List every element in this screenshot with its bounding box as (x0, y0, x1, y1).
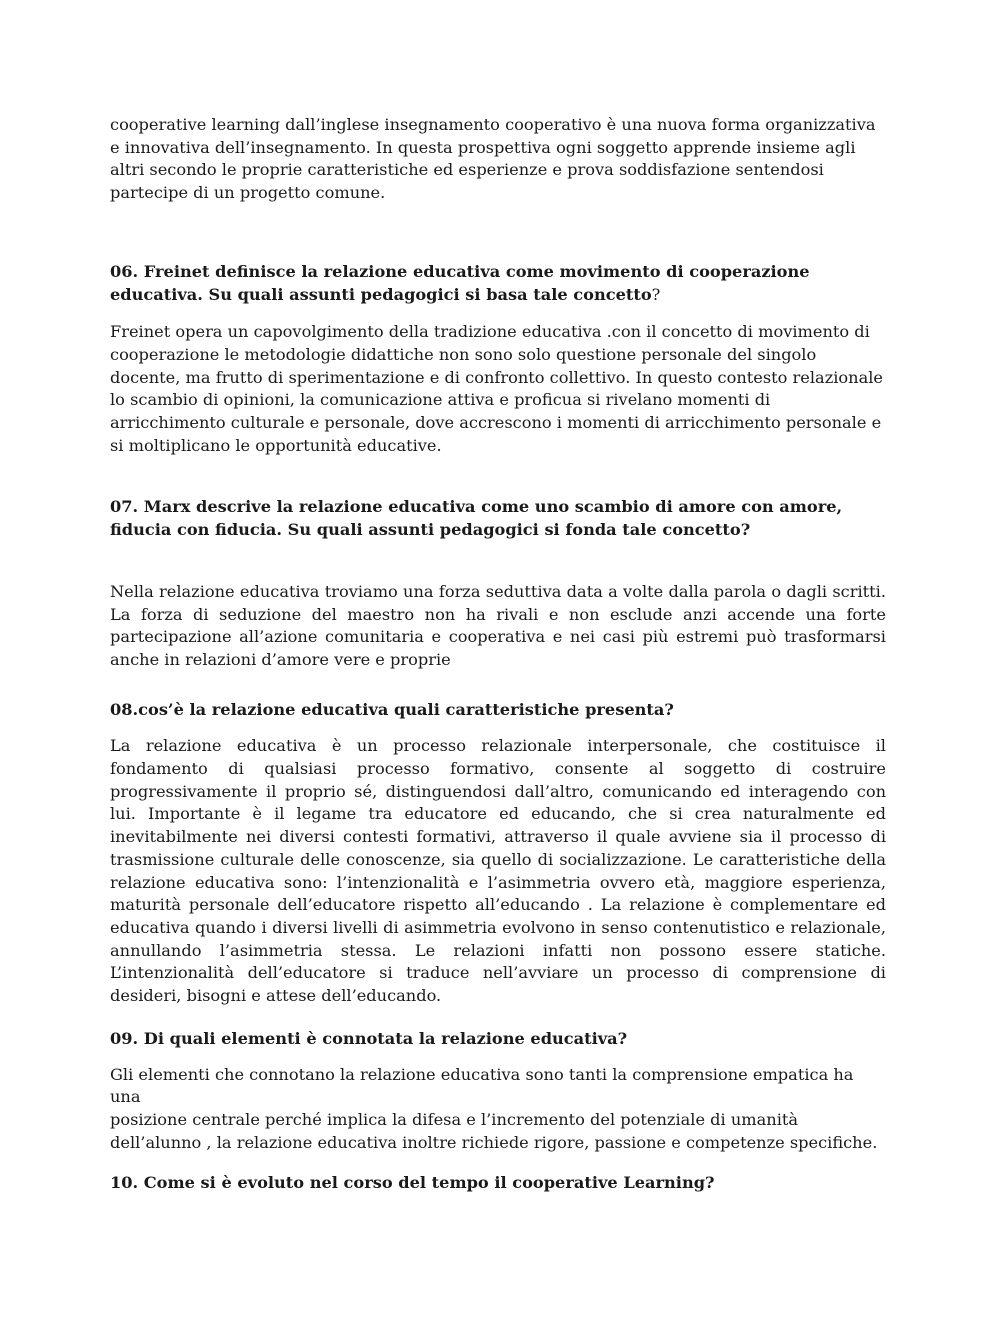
spacer (110, 457, 886, 496)
answer-08: La relazione educativa è un processo relazionale interpersonale, che costituisce il fondamento di qualsiasi processo formativo, consente al soggetto di costruire progressivamente il proprio sé, distinguendosi dall’altro, comunicando ed interagendo con lui. Importante è il legame tra educatore ed educando, che si crea naturalmente ed inevitabilmente nei diversi contesti formativi, attraverso il quale avviene sia il processo di trasmissione culturale delle conoscenze, sia quello di socializzazione. Le caratteristiche della relazione educativa sono: l’intenzionalità e l’asimmetria ovvero età, maggiore esperienza, maturità personale dell’educatore rispetto all’educando . La relazione è complementare ed educativa quando i diversi livelli di asimmetria evolvono in senso contenutistico e relazionale, annullando l’asimmetria stessa. Le relazioni infatti non possono essere statiche. L’intenzionalità dell’educatore si traduce nell’avviare un processo di comprensione di desideri, bisogni e attese dell’educando. (110, 736, 886, 1006)
question-09: 09. Di quali elementi è connotata la relazione educativa? (110, 1028, 628, 1048)
question-10: 10. Come si è evoluto nel corso del tempo il cooperative Learning? (110, 1173, 715, 1193)
answer-07: Nella relazione educativa troviamo una forza seduttiva data a volte dalla parola o dagli scritti. La forza di seduzione del maestro non ha rivali e non esclude anzi accende una forte partecipazione all’azione comunitaria e cooperativa e nei casi più estremi può trasformarsi anche in relazioni d’amore vere e proprie (110, 581, 886, 669)
question-08: 08.cos’è la relazione educativa quali caratteristiche presenta? (110, 699, 674, 719)
spacer (110, 1154, 886, 1172)
question-06-text: 06. Freinet definisce la relazione educativa come movimento di cooperazione educativa. Su quali assunti pedagogici si basa tale concetto (110, 261, 810, 304)
spacer (110, 205, 886, 261)
spacer (110, 1051, 886, 1064)
intro-paragraph: cooperative learning dall’inglese insegnamento cooperativo è una nuova forma organizzativa e innovativa dell’insegnamento. In questa prospettiva ogni soggetto apprende insieme agli altri secondo le proprie caratteristiche ed esperienze e prova soddisfazione sentendosi partecipe di un progetto comune. (110, 115, 876, 203)
spacer (110, 542, 886, 581)
spacer (110, 306, 886, 321)
spacer (110, 1008, 886, 1028)
question-07: 07. Marx descrive la relazione educativa come uno scambio di amore con amore, fiducia con fiducia. Su quali assunti pedagogici si fonda tale concetto? (110, 497, 843, 540)
spacer (110, 672, 886, 699)
question-06-mark: ? (651, 284, 661, 304)
answer-09: Gli elementi che connotano la relazione educativa sono tanti la comprensione empatica ha una posizione centrale perché implica la difesa e l’incremento del potenziale di umanità dell’alunno , la relazione educativa inoltre richiede rigore, passione e competenze specifiche. (110, 1064, 878, 1152)
answer-06: Freinet opera un capovolgimento della tradizione educativa .con il concetto di movimento di cooperazione le metodologie didattiche non sono solo questione personale del singolo docente, ma frutto di sperimentazione e di confronto collettivo. In questo contesto relazionale lo scambio di opinioni, la comunicazione attiva e proficua si rivelano momenti di arricchimento culturale e personale, dove accrescono i momenti di arricchimento personale e si moltiplicano le opportunità educative. (110, 322, 883, 455)
question-06 (110, 261, 886, 306)
document-page (110, 114, 886, 1195)
spacer (110, 721, 886, 735)
